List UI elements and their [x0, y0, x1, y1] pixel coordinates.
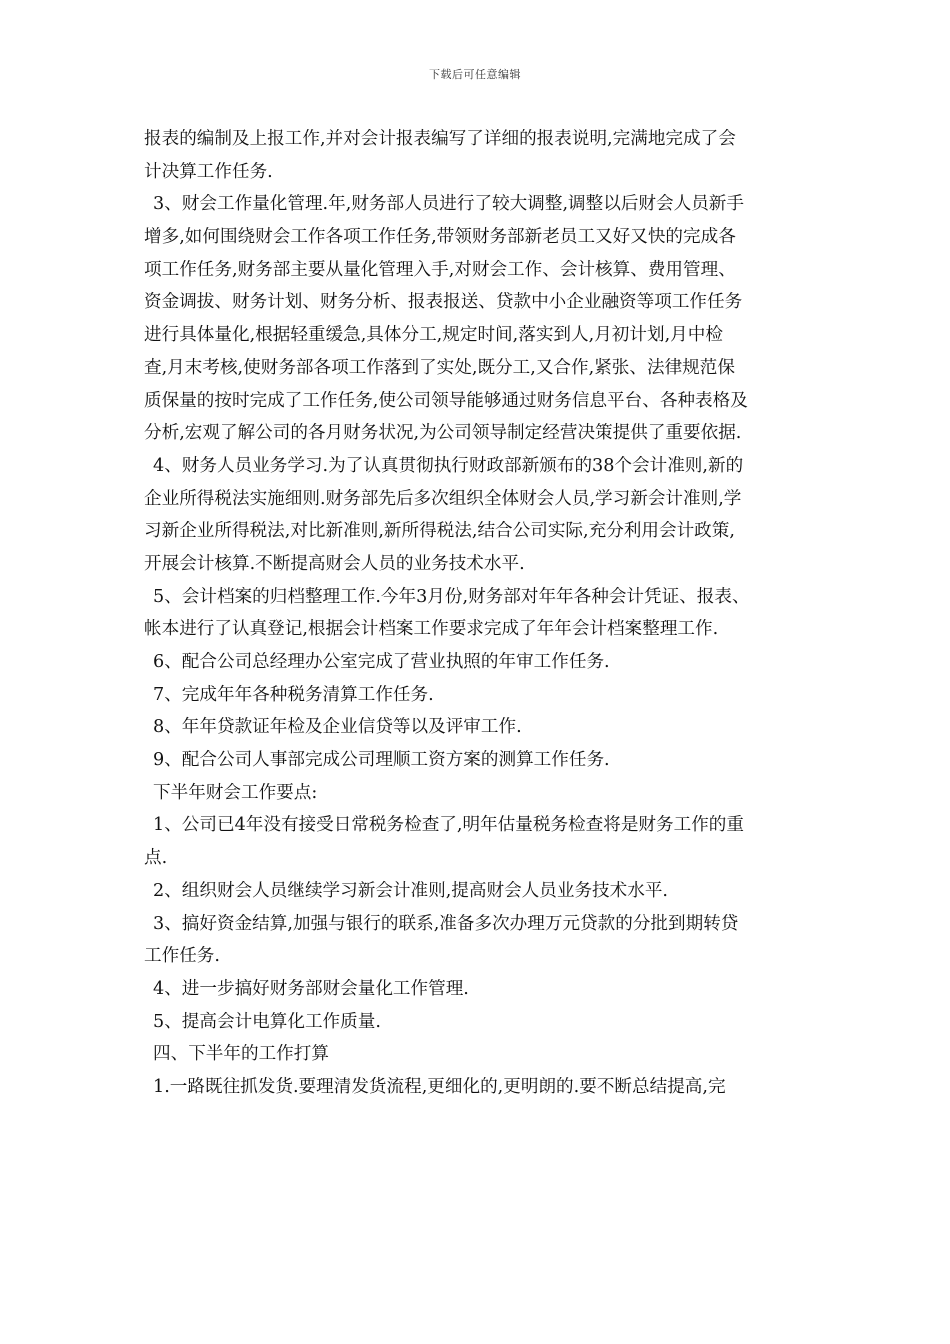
text-line: 5、提高会计电算化工作质量. [153, 1011, 381, 1032]
text-line: 8、年年贷款证年检及企业信贷等以及评审工作. [153, 717, 522, 738]
text-line: 报表的编制及上报工作,并对会计报表编写了详细的报表说明,完满地完成了会 [144, 129, 736, 149]
text-line: 习新企业所得税法,对比新准则,新所得税法,结合公司实际,充分利用会计政策, [144, 521, 735, 542]
page-header: 下载后可任意编辑 [429, 68, 521, 81]
text-line: 点. [144, 848, 168, 869]
text-line: 帐本进行了认真登记,根据会计档案工作要求完成了年年会计档案整理工作. [144, 619, 719, 640]
text-line: 开展会计核算.不断提高财会人员的业务技术水平. [144, 553, 525, 574]
text-line: 进行具体量化,根据轻重缓急,具体分工,规定时间,落实到人,月初计划,月中检 [144, 325, 723, 346]
text-line: 增多,如何围绕财会工作各项工作任务,带领财务部新老员工又好又快的完成各 [144, 227, 736, 248]
text-line: 计决算工作任务. [144, 161, 273, 182]
text-line: 4、进一步搞好财务部财会量化工作管理. [153, 978, 469, 999]
text-line: 2、组织财会人员继续学习新会计准则,提高财会人员业务技术水平. [153, 880, 669, 901]
text-line: 5、会计档案的归档整理工作.今年3月份,财务部对年年各种会计凭证、报表、 [153, 586, 750, 607]
text-line: 企业所得税法实施细则.财务部先后多次组织全体财会人员,学习新会计准则,学 [144, 488, 742, 509]
text-line: 四、下半年的工作打算 [153, 1044, 329, 1065]
text-line: 查,月末考核,使财务部各项工作落到了实处,既分工,又合作,紧张、法律规范保 [144, 357, 735, 378]
document-body [144, 123, 824, 1104]
text-line: 下半年财会工作要点: [153, 782, 318, 803]
text-line: 资金调拔、财务计划、财务分析、报表报送、贷款中小企业融资等项工作任务 [144, 292, 743, 313]
text-line: 质保量的按时完成了工作任务,使公司领导能够通过财务信息平台、各种表格及 [144, 390, 748, 411]
text-line: 1.一路既往抓发货.要理清发货流程,更细化的,更明朗的.要不断总结提高,完 [153, 1076, 726, 1097]
text-line: 6、配合公司总经理办公室完成了营业执照的年审工作任务. [153, 652, 610, 672]
text-line: 3、财会工作量化管理.年,财务部人员进行了较大调整,调整以后财会人员新手 [153, 194, 744, 215]
text-line: 3、搞好资金结算,加强与银行的联系,准备多次办理万元贷款的分批到期转贷 [153, 913, 739, 934]
text-line: 7、完成年年各种税务清算工作任务. [153, 684, 434, 705]
text-line: 1、公司已4年没有接受日常税务检查了,明年估量税务检查将是财务工作的重 [153, 815, 744, 836]
text-line: 9、配合公司人事部完成公司理顺工资方案的测算工作任务. [153, 750, 610, 771]
text-line: 工作任务. [144, 946, 220, 967]
text-line: 项工作任务,财务部主要从量化管理入手,对财会工作、会计核算、费用管理、 [144, 259, 736, 280]
text-line: 分析,宏观了解公司的各月财务状况,为公司领导制定经营决策提供了重要依据. [144, 423, 742, 444]
text-line: 4、财务人员业务学习.为了认真贯彻执行财政部新颁布的38个会计准则,新的 [153, 455, 744, 476]
